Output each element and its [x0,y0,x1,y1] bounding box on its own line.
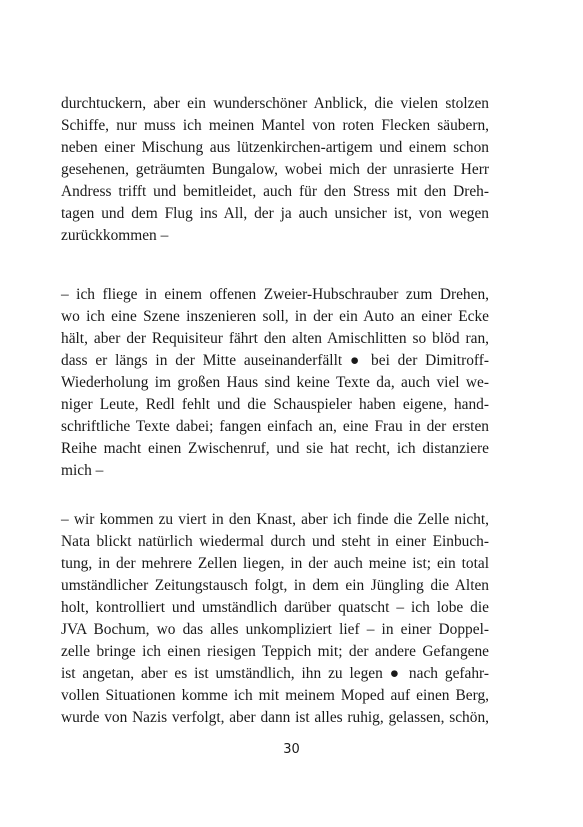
text-line: Wiederholung im großen Haus sind keine Texte da, auch viel we- [61,374,489,391]
text-line: hält, aber der Requisiteur fährt den alten Amischlitten so blöd ran, [61,330,489,347]
text-line: wo ich eine Szene inszenieren soll, in der ein Auto an einer Ecke [61,308,489,325]
text-line: tung, in der mehrere Zellen liegen, in der auch meine ist; ein total [61,555,489,572]
page-number: 30 [283,742,300,757]
text-line: vollen Situationen komme ich mit meinem Moped auf einen Berg, [61,687,489,704]
text-line: holt, kontrolliert und umständlich darüber quatscht – ich lobe die [61,599,489,616]
text-line: schriftliche Texte dabei; fangen einfach an, eine Frau in der ersten [61,418,489,435]
paragraph-2 [61,284,489,482]
paragraph-3 [61,509,489,729]
text-line: tagen und dem Flug ins All, der ja auch unsicher ist, von wegen [61,205,489,222]
text-line: Andress trifft und bemitleidet, auch für den Stress mit den Dreh- [61,183,489,200]
text-line: gesehenen, geträumten Bungalow, wobei mich der unrasierte Herr [61,161,489,178]
text-line: – wir kommen zu viert in den Knast, aber ich finde die Zelle nicht, [61,511,489,528]
text-line: mich – [61,462,104,479]
text-line: ist angetan, aber es ist umständlich, ihn zu legen ● nach gefahr- [61,665,489,682]
text-line: Schiffe, nur muss ich meinen Mantel von roten Flecken säubern, [61,117,489,134]
text-line: zelle bringe ich einen riesigen Teppich mit; der andere Gefangene [61,643,489,660]
text-line: wurde von Nazis verfolgt, aber dann ist alles ruhig, gelassen, schön, [61,709,489,726]
text-line: – ich fliege in einem offenen Zweier-Hubschrauber zum Drehen, [61,286,489,303]
text-line: JVA Bochum, wo das alles unkompliziert lief – in einer Doppel- [61,621,489,638]
text-line: durchtuckern, aber ein wunderschöner Anblick, die vielen stolzen [61,95,489,112]
text-line: niger Leute, Redl fehlt und die Schauspieler haben eigene, hand- [61,396,489,413]
text-line: Reihe macht einen Zwischenruf, und sie hat recht, ich distanziere [61,440,489,457]
text-line: dass er längs in der Mitte auseinanderfällt ● bei der Dimitroff- [61,352,489,369]
text-line: Nata blickt natürlich wiedermal durch und steht in einer Einbuch- [61,533,489,550]
text-line: zurückkommen – [61,227,169,244]
paragraph-1 [61,93,489,247]
text-line: neben einer Mischung aus lützenkirchen-artigem und einem schon [61,139,489,156]
text-line: umständlicher Zeitungstausch folgt, in dem ein Jüngling die Alten [61,577,489,594]
